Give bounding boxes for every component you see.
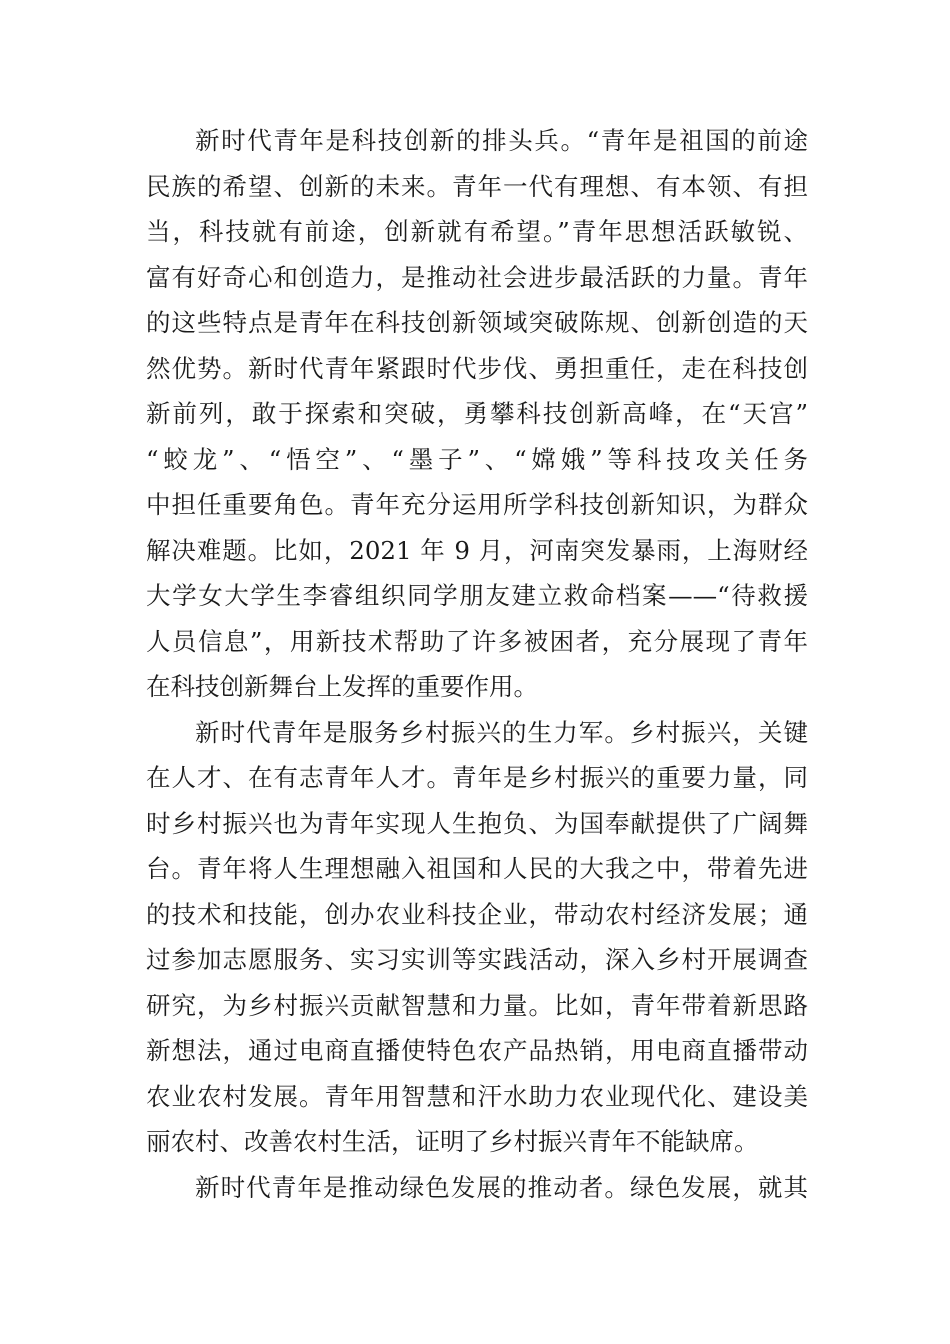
paragraph-line: 富有好奇心和创造力，是推动社会进步最活跃的力量。青年 bbox=[146, 262, 808, 292]
paragraph-rural-revitalization bbox=[146, 710, 808, 1165]
paragraph-green-development bbox=[146, 1165, 808, 1211]
paragraph-line: 当，科技就有前途，创新就有希望。”青年思想活跃敏锐、 bbox=[146, 217, 808, 246]
paragraph-line: 农业农村发展。青年用智慧和汗水助力农业现代化、建设美 bbox=[146, 1081, 808, 1111]
paragraph-line: “蛟龙”、“悟空”、“墨子”、“嫦娥”等科技攻关任务 bbox=[146, 444, 808, 474]
paragraph-line: 新前列，敢于探索和突破，勇攀科技创新高峰，在“天宫” bbox=[146, 399, 808, 428]
paragraph-line: 新时代青年是推动绿色发展的推动者。绿色发展，就其 bbox=[195, 1172, 808, 1202]
paragraph-science-innovation bbox=[146, 118, 808, 710]
paragraph-line: 民族的希望、创新的未来。青年一代有理想、有本领、有担 bbox=[146, 171, 808, 201]
paragraph-line: 中担任重要角色。青年充分运用所学科技创新知识，为群众 bbox=[146, 490, 808, 519]
paragraph-line: 台。青年将人生理想融入祖国和人民的大我之中，带着先进 bbox=[146, 854, 808, 883]
paragraph-line: 然优势。新时代青年紧跟时代步伐、勇担重任，走在科技创 bbox=[146, 353, 808, 383]
paragraph-line: 研究，为乡村振兴贡献智慧和力量。比如，青年带着新思路 bbox=[146, 990, 808, 1020]
paragraph-line: 新想法，通过电商直播使特色农产品热销，用电商直播带动 bbox=[146, 1036, 808, 1065]
paragraph-line: 新时代青年是服务乡村振兴的生力军。乡村振兴，关键 bbox=[195, 717, 808, 747]
paragraph-line: 大学女大学生李睿组织同学朋友建立救命档案——“待救援 bbox=[146, 581, 808, 610]
paragraph-line: 新时代青年是科技创新的排头兵。“青年是祖国的前途 bbox=[195, 126, 808, 155]
paragraph-line: 的这些特点是青年在科技创新领域突破陈规、创新创造的天 bbox=[146, 308, 808, 337]
paragraph-line: 在科技创新舞台上发挥的重要作用。 bbox=[146, 672, 538, 701]
paragraph-line: 丽农村、改善农村生活，证明了乡村振兴青年不能缺席。 bbox=[146, 1127, 759, 1156]
paragraph-line: 的技术和技能，创办农业科技企业，带动农村经济发展；通 bbox=[146, 899, 808, 929]
paragraph-line: 过参加志愿服务、实习实训等实践活动，深入乡村开展调查 bbox=[146, 945, 808, 974]
paragraph-line: 人员信息”，用新技术帮助了许多被困者，充分展现了青年 bbox=[146, 626, 808, 656]
paragraph-line: 在人才、在有志青年人才。青年是乡村振兴的重要力量，同 bbox=[146, 763, 808, 792]
paragraph-line: 时乡村振兴也为青年实现人生抱负、为国奉献提供了广阔舞 bbox=[146, 808, 808, 838]
body-text bbox=[146, 118, 808, 1210]
paragraph-line: 解决难题。比如，2021 年 9 月，河南突发暴雨，上海财经 bbox=[146, 535, 808, 565]
